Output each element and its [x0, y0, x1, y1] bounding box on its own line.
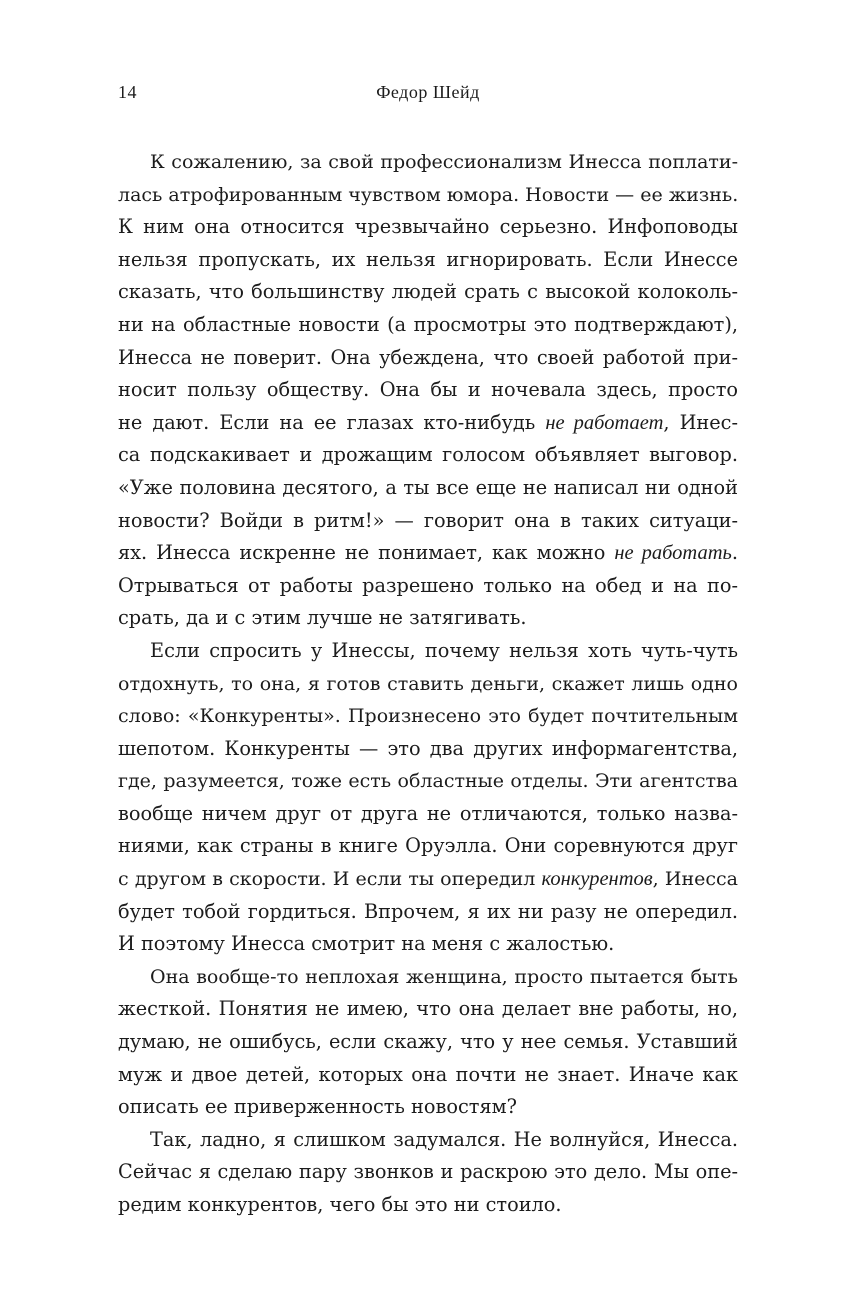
- text-line: лась атрофированным чувством юмора. Новости — ее жизнь.: [118, 183, 739, 206]
- paragraph: [118, 635, 738, 961]
- text-line: [118, 863, 738, 896]
- text-line: Инесса не поверит. Она убеждена, что своей работой при-: [118, 345, 738, 369]
- text-line: К сожалению, за свой профессионализм Инесса поплати-: [150, 151, 738, 173]
- text-line: новости? Войди в ритм!» — говорит она в таких ситуаци-: [118, 508, 738, 532]
- italic-text: конкурентов: [541, 868, 653, 891]
- body-text: [118, 146, 738, 1222]
- text-line: описать ее приверженность новостям?: [118, 1095, 517, 1119]
- text-line: будет тобой гордиться. Впрочем, я их ни разу не опередил.: [118, 899, 738, 923]
- text-line: вообще ничем друг от друга не отличаются, только назва-: [118, 801, 738, 825]
- text-run: с другом в скорости. И если ты опередил: [118, 868, 542, 891]
- text-run: ях. Инесса искренне не понимает, как можно: [118, 541, 615, 565]
- text-line: думаю, не ошибусь, если скажу, что у нее семья. Уставший: [118, 1030, 738, 1054]
- text-line: жесткой. Понятия не имею, что она делает вне работы, но,: [118, 997, 738, 1021]
- text-line: ниями, как страны в книге Оруэлла. Они соревнуются друг: [118, 834, 738, 858]
- page-number: 14: [118, 82, 137, 102]
- text-line: ни на областные новости (а просмотры это подтверждают),: [118, 312, 738, 336]
- text-line: [118, 537, 738, 570]
- text-line: Если спросить у Инессы, почему нельзя хоть чуть-чуть: [150, 638, 738, 662]
- italic-text: не работать: [614, 542, 732, 565]
- text-line: сказать, что большинству людей срать с высокой колоколь-: [118, 280, 738, 304]
- text-line: отдохнуть, то она, я готов ставить деньги, скажет лишь одно: [118, 672, 738, 695]
- text-line: редим конкурентов, чего бы это ни стоило.: [118, 1193, 562, 1216]
- running-title: Федор Шейд: [376, 82, 480, 102]
- text-line: где, разумеется, тоже есть областные отделы. Эти агентства: [118, 770, 738, 793]
- text-line: са подскакивает и дрожащим голосом объявляет выговор.: [118, 443, 738, 467]
- text-line: шепотом. Конкуренты — это два других информагентства,: [118, 736, 738, 760]
- text-line: нельзя пропускать, их нельзя игнорировать. Если Инессе: [118, 247, 738, 271]
- running-head: [118, 82, 738, 106]
- italic-text: не работает: [545, 411, 664, 434]
- text-line: Так, ладно, я слишком задумался. Не волнуйся, Инесса.: [150, 1127, 738, 1151]
- text-line: «Уже половина десятого, а ты все еще не написал ни одной: [118, 475, 738, 499]
- text-line: носит пользу обществу. Она бы и ночевала здесь, просто: [118, 378, 738, 402]
- paragraph: [118, 146, 738, 635]
- text-line: [118, 407, 738, 440]
- text-run: не дают. Если на ее глазах кто-нибудь: [118, 410, 546, 434]
- text-run: , Инес-: [663, 410, 738, 434]
- text-line: Она вообще-то неплохая женщина, просто пытается быть: [150, 965, 738, 988]
- text-line: И поэтому Инесса смотрит на меня с жалостью.: [118, 932, 615, 956]
- text-line: срать, да и с этим лучше не затягивать.: [118, 606, 527, 630]
- paragraph: [118, 1124, 738, 1222]
- text-line: слово: «Конкуренты». Произнесено это будет почтительным: [118, 705, 738, 728]
- text-line: К ним она относится чрезвычайно серьезно. Инфоповоды: [118, 215, 738, 239]
- text-line: Отрываться от работы разрешено только на обед и на по-: [118, 573, 738, 597]
- text-run: , Инесса: [652, 868, 738, 891]
- text-line: Сейчас я сделаю пару звонков и раскрою это дело. Мы опе-: [118, 1160, 738, 1184]
- paragraph: [118, 961, 738, 1124]
- text-line: муж и двое детей, которых она почти не знает. Иначе как: [118, 1062, 738, 1086]
- text-run: .: [731, 541, 739, 565]
